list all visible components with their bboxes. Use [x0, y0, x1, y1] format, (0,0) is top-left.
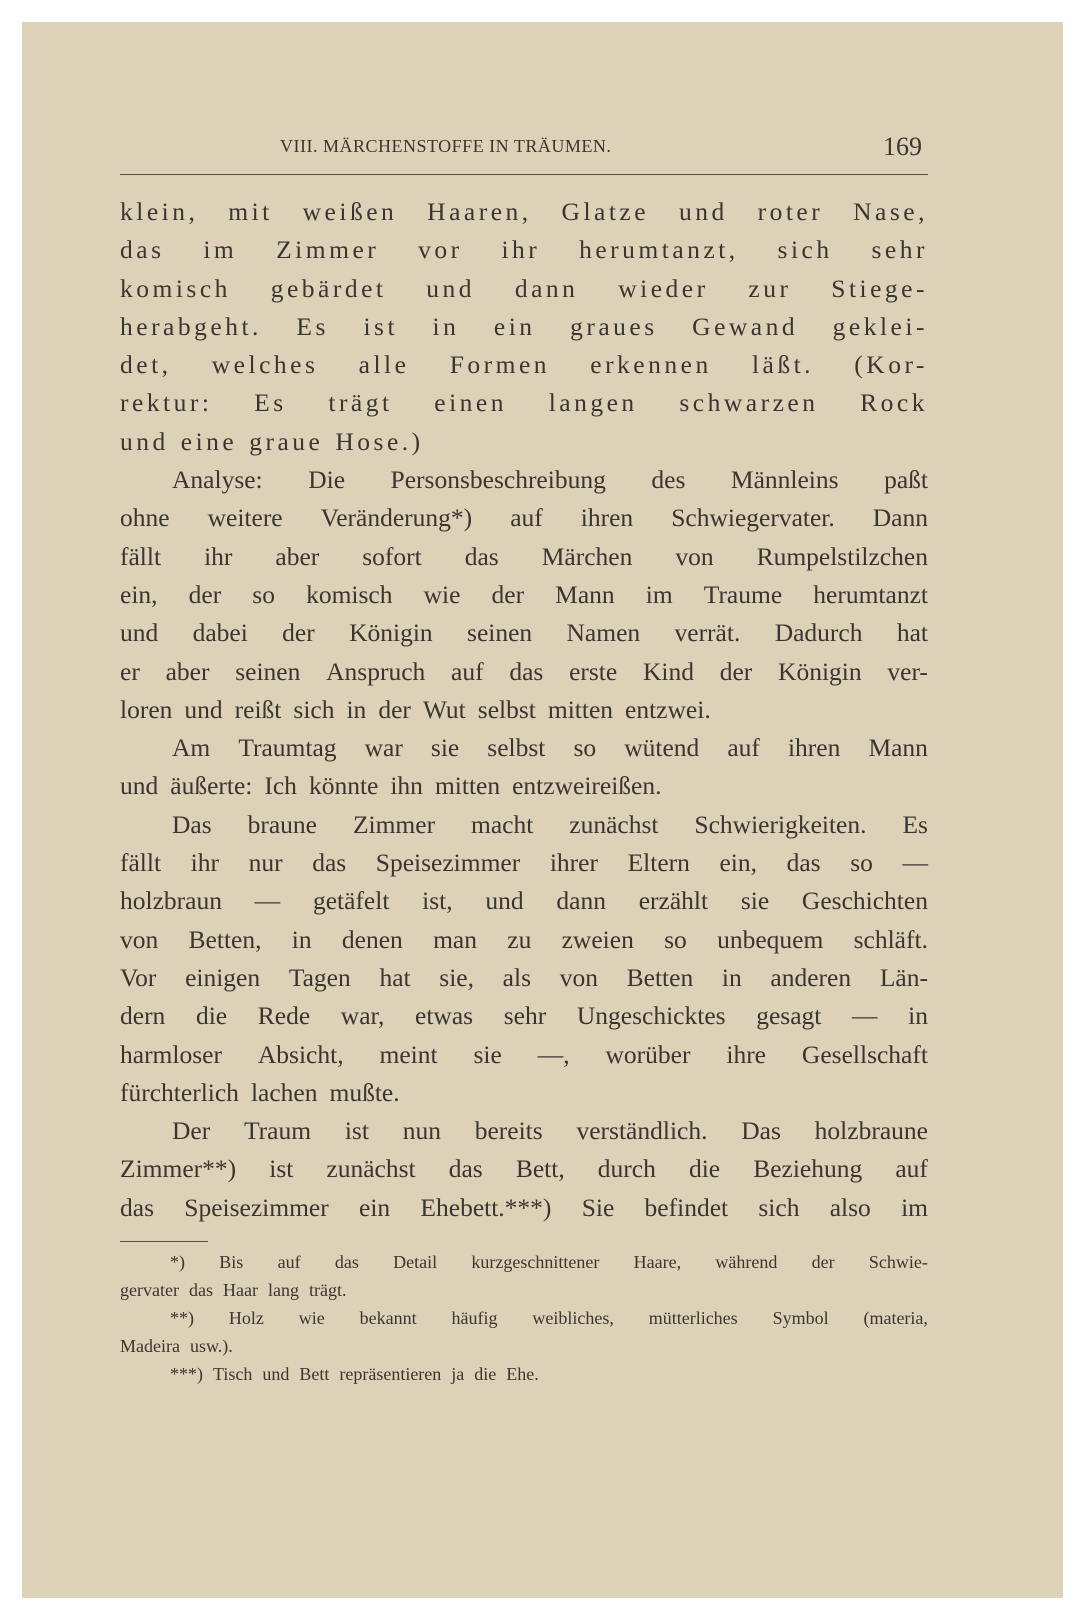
text-line: Am Traumtag war sie selbst so wütend auf ihren Mann	[172, 733, 928, 763]
text-line: loren und reißt sich in der Wut selbst mitten entzwei.	[120, 694, 711, 724]
text-line: er aber seinen Anspruch auf das erste Kind der Königin ver-	[120, 656, 928, 686]
text-line: harmloser Absicht, meint sie —, worüber ihre Gesellschaft	[120, 1039, 928, 1069]
text-line: von Betten, in denen man zu zweien so unbequem schläft.	[120, 924, 928, 954]
text-line: Vor einigen Tagen hat sie, als von Betten in anderen Län-	[120, 962, 928, 992]
footnote-divider	[120, 1241, 208, 1242]
text-line: herabgeht. Es ist in ein graues Gewand geklei-	[120, 311, 928, 341]
footnote-line: **) Holz wie bekannt häufig weibliches, mütterliches Symbol (materia,	[170, 1308, 928, 1329]
text-line: Analyse: Die Personsbeschreibung des Männleins paßt	[172, 465, 928, 495]
text-line: das im Zimmer vor ihr herumtanzt, sich sehr	[120, 235, 928, 265]
text-line: fällt ihr aber sofort das Märchen von Rumpelstilzchen	[120, 541, 928, 571]
body-text	[120, 193, 928, 1227]
footnote-line: Madeira usw.).	[120, 1336, 233, 1357]
text-line: ohne weitere Veränderung*) auf ihren Schwiegervater. Dann	[120, 503, 928, 533]
text-block	[120, 134, 928, 1388]
running-header	[120, 134, 928, 175]
text-line: fürchterlich lachen mußte.	[120, 1077, 400, 1107]
text-line: klein, mit weißen Haaren, Glatze und roter Nase,	[120, 197, 928, 226]
page-number: 169	[883, 132, 922, 161]
text-line: das Speisezimmer ein Ehebett.***) Sie befindet sich also im	[120, 1192, 928, 1222]
text-line: rektur: Es trägt einen langen schwarzen Rock	[120, 388, 928, 418]
text-line: det, welches alle Formen erkennen läßt. (Kor-	[120, 350, 928, 380]
text-line: ein, der so komisch wie der Mann im Traume herumtanzt	[120, 579, 928, 609]
chapter-title: VIII. MÄRCHENSTOFFE IN TRÄUMEN.	[280, 136, 612, 156]
footnote-line: ***) Tisch und Bett repräsentieren ja die Ehe.	[170, 1364, 539, 1385]
text-line: fällt ihr nur das Speisezimmer ihrer Eltern ein, das so —	[120, 848, 928, 878]
text-line: holzbraun — getäfelt ist, und dann erzählt sie Geschichten	[120, 886, 928, 916]
text-line: dern die Rede war, etwas sehr Ungeschicktes gesagt — in	[120, 1001, 928, 1031]
text-line: Zimmer**) ist zunächst das Bett, durch die Beziehung auf	[120, 1154, 928, 1184]
book-page	[22, 22, 1063, 1598]
text-line: komisch gebärdet und dann wieder zur Stiege-	[120, 273, 928, 303]
text-line: und eine graue Hose.)	[120, 426, 424, 456]
footnote-line: gervater das Haar lang trägt.	[120, 1280, 347, 1301]
text-line: Der Traum ist nun bereits verständlich. Das holzbraune	[172, 1116, 928, 1146]
text-line: und dabei der Königin seinen Namen verrät. Dadurch hat	[120, 618, 928, 648]
text-line: und äußerte: Ich könnte ihn mitten entzweireißen.	[120, 771, 662, 801]
footnote-line: *) Bis auf das Detail kurzgeschnittener Haare, während der Schwie-	[170, 1252, 928, 1273]
text-line: Das braune Zimmer macht zunächst Schwierigkeiten. Es	[172, 809, 928, 839]
footnotes	[120, 1248, 928, 1388]
